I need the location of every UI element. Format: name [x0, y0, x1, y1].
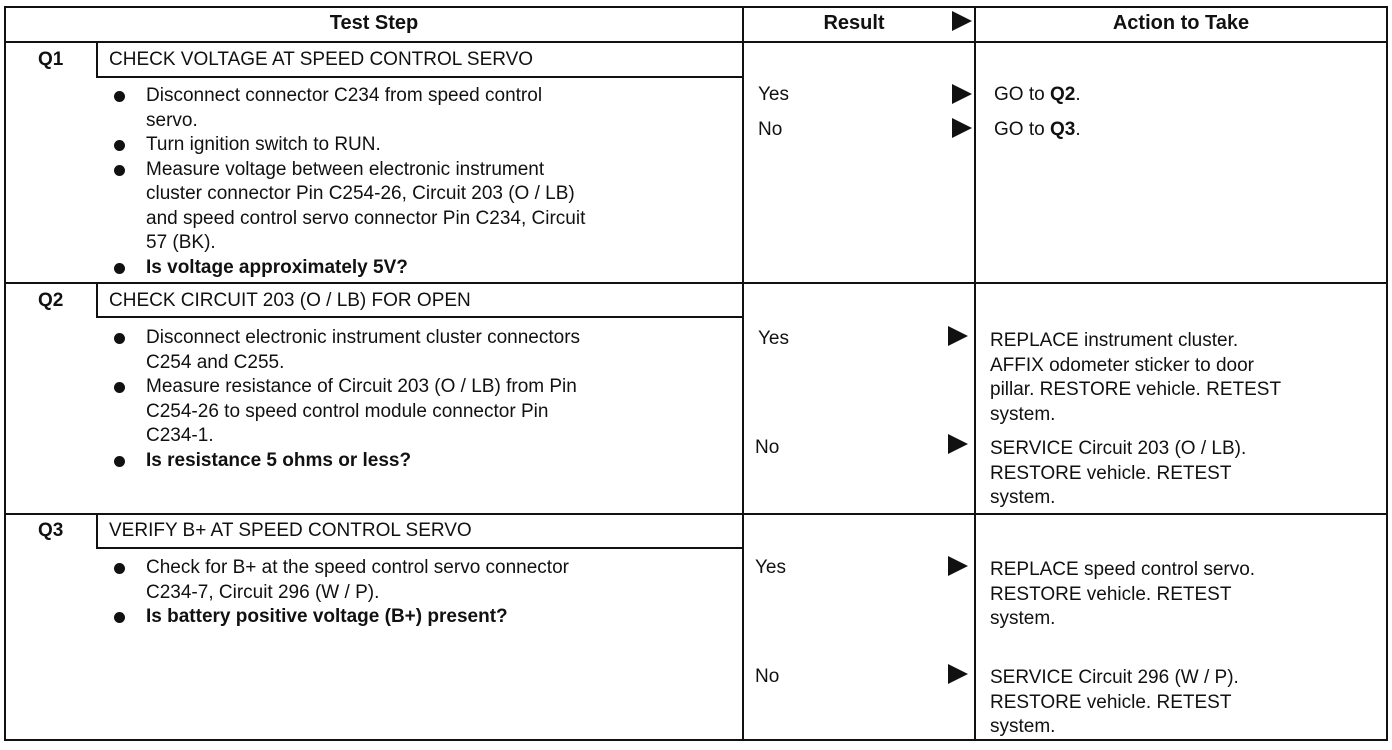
q2-action-no-line-2: RESTORE vehicle. RETEST	[990, 462, 1232, 484]
q3-result-yes: Yes	[755, 557, 786, 578]
q3-bullet-1	[108, 556, 569, 605]
q1-bullet-2	[108, 133, 585, 158]
q3-title-underline	[96, 547, 742, 549]
header-test-step: Test Step	[329, 12, 419, 34]
q1-bullet-1-line-1: Disconnect connector C234 from speed control	[146, 85, 543, 106]
q2-bullet-1	[108, 326, 580, 375]
table-top-border	[4, 6, 1388, 8]
q3-action-yes-line-2: RESTORE vehicle. RETEST	[990, 583, 1232, 605]
q1-result-yes: Yes	[758, 84, 789, 105]
q2-action-yes-line-3: pillar. RESTORE vehicle. RETEST	[990, 379, 1282, 400]
q1-bullet-3-line-4: 57 (BK).	[146, 232, 216, 253]
table-left-border	[4, 6, 6, 741]
q1-bullet-3	[108, 158, 585, 256]
table-right-border	[1386, 6, 1388, 741]
q1-result-no: No	[758, 119, 783, 140]
q2-bullet-1-line-1: Disconnect electronic instrument cluster connectors	[146, 327, 581, 348]
q1-action-yes-prefix: GO to	[994, 84, 1050, 105]
bullet-icon	[114, 165, 125, 176]
test-step-column-divider	[742, 6, 744, 741]
q3-result-no: No	[755, 666, 780, 687]
q3-action-no	[990, 666, 1239, 740]
q2-bullet-3-line-1: Is resistance 5 ohms or less?	[146, 449, 412, 471]
q1-bullet-4	[108, 256, 585, 281]
q2-action-yes	[990, 329, 1281, 427]
q2-action-yes-line-1: REPLACE instrument cluster.	[990, 330, 1239, 351]
q1-bullet-3-line-3: and speed control servo connector Pin C234, Circuit	[146, 207, 586, 229]
bullet-icon	[114, 612, 125, 623]
bullet-icon	[114, 91, 125, 102]
q1-step-title: CHECK VOLTAGE AT SPEED CONTROL SERVO	[109, 49, 534, 70]
q2-bullet-2-line-1: Measure resistance of Circuit 203 (O / LB) from Pin	[146, 376, 577, 397]
q2-bullet-1-line-2: C254 and C255.	[146, 351, 285, 373]
q3-step-title: VERIFY B+ AT SPEED CONTROL SERVO	[109, 520, 472, 541]
q3-action-no-line-1: SERVICE Circuit 296 (W / P).	[990, 667, 1239, 688]
q3-action-no-line-3: system.	[990, 716, 1056, 737]
bullet-icon	[114, 333, 125, 344]
q2-bullet-2-line-2: C254-26 to speed control module connector Pin	[146, 400, 549, 422]
q2-bullet-list	[108, 326, 580, 473]
q1-bullet-4-line-1: Is voltage approximately 5V?	[146, 256, 408, 278]
bullet-icon	[114, 563, 125, 574]
header-action: Action to Take	[1112, 12, 1250, 34]
q3-bullet-2-line-1: Is battery positive voltage (B+) present?	[146, 606, 508, 627]
result-column-divider	[974, 6, 976, 741]
q2-bullet-3	[108, 449, 580, 474]
q1-action-no-suffix: .	[1075, 119, 1081, 140]
q3-bullet-1-line-2: C234-7, Circuit 296 (W / P).	[146, 581, 380, 603]
q3-action-yes-line-3: system.	[990, 608, 1056, 629]
q1-bullet-list	[108, 84, 585, 280]
q1-bullet-1	[108, 84, 585, 133]
q3-section-border	[4, 513, 1388, 515]
q1-action-no	[994, 118, 1081, 143]
bullet-icon	[114, 140, 125, 151]
q2-action-yes-line-4: system.	[990, 403, 1056, 425]
q2-yes-arrow-icon	[948, 326, 968, 346]
q1-action-no-prefix: GO to	[994, 119, 1050, 140]
bullet-icon	[114, 263, 125, 274]
q2-title-underline	[96, 316, 742, 318]
q1-bullet-3-line-2: cluster connector Pin C254-26, Circuit 203 (O / LB)	[146, 183, 575, 204]
q1-bullet-3-line-1: Measure voltage between electronic instrument	[146, 158, 545, 180]
q2-result-no: No	[755, 437, 780, 458]
q1-action-yes-suffix: .	[1075, 84, 1081, 105]
q2-bullet-2-line-3: C234-1.	[146, 425, 214, 446]
q3-action-yes-line-1: REPLACE speed control servo.	[990, 559, 1256, 580]
q3-action-no-line-2: RESTORE vehicle. RETEST	[990, 691, 1232, 713]
header-arrow-icon	[952, 11, 972, 31]
q2-action-no-line-3: system.	[990, 487, 1056, 508]
q2-action-no	[990, 437, 1246, 511]
q2-bullet-2	[108, 375, 580, 449]
q2-no-arrow-icon	[948, 434, 968, 454]
q3-action-yes	[990, 558, 1255, 632]
bullet-icon	[114, 456, 125, 467]
q1-no-arrow-icon	[952, 118, 972, 138]
q1-bullet-1-line-2: servo.	[146, 109, 198, 131]
q1-action-yes-target: Q2	[1049, 84, 1076, 105]
q3-id-divider	[96, 515, 98, 547]
bullet-icon	[114, 382, 125, 393]
q3-no-arrow-icon	[948, 664, 968, 684]
q1-bullet-2-line-1: Turn ignition switch to RUN.	[146, 134, 381, 155]
q1-action-yes	[994, 83, 1081, 108]
q1-action-no-target: Q3	[1049, 119, 1076, 140]
q2-result-yes: Yes	[758, 328, 789, 349]
q2-step-id: Q2	[38, 290, 64, 311]
q1-yes-arrow-icon	[952, 84, 972, 104]
q2-section-border	[4, 282, 1388, 284]
q2-action-no-line-1: SERVICE Circuit 203 (O / LB).	[990, 438, 1247, 459]
q1-step-id: Q1	[38, 49, 64, 70]
q1-title-underline	[96, 76, 742, 78]
q1-id-divider	[96, 42, 98, 76]
header-bottom-border	[4, 41, 1388, 43]
q2-action-yes-line-2: AFFIX odometer sticker to door	[990, 354, 1254, 376]
q3-step-id: Q3	[38, 520, 64, 541]
q2-step-title: CHECK CIRCUIT 203 (O / LB) FOR OPEN	[109, 290, 471, 311]
q3-bullet-list	[108, 556, 569, 630]
q3-bullet-2	[108, 605, 569, 630]
q3-yes-arrow-icon	[948, 556, 968, 576]
q3-bullet-1-line-1: Check for B+ at the speed control servo connector	[146, 557, 569, 578]
q2-id-divider	[96, 284, 98, 316]
header-result: Result	[823, 12, 885, 34]
